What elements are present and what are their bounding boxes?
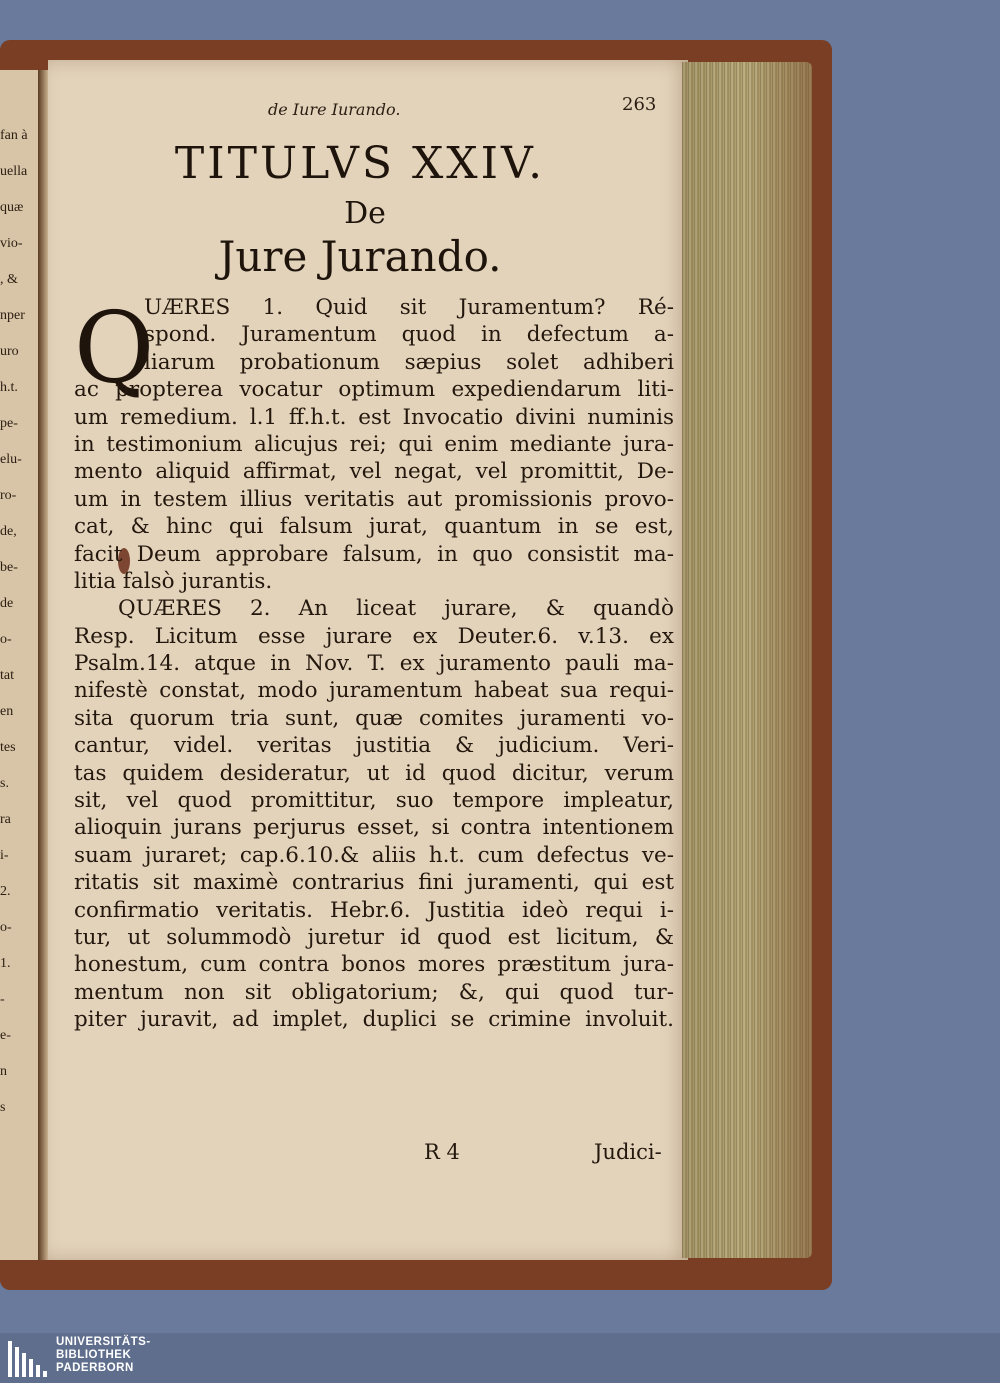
left-page-text: fan à — [0, 128, 28, 143]
text-line: ac propterea vocatur optimum expediendarum liti- — [74, 377, 674, 403]
body-text — [74, 294, 674, 1034]
left-page-text: elu- — [0, 452, 22, 467]
left-page-text: 2. — [0, 884, 11, 899]
left-page-text: o- — [0, 920, 12, 935]
running-head: de Iure Iurando. — [268, 100, 401, 119]
signature-mark: R 4 — [424, 1140, 460, 1164]
left-page-text: tes — [0, 740, 16, 755]
left-page-text: nper — [0, 308, 25, 323]
text-line: litia falsò jurantis. — [74, 568, 273, 594]
left-page-text: ro- — [0, 488, 17, 503]
left-page-text: o- — [0, 632, 12, 647]
text-line: Resp. Licitum esse jurare ex Deuter.6. v.13. ex — [74, 623, 674, 649]
library-name — [56, 1336, 151, 1375]
left-page-text: en — [0, 704, 14, 719]
library-name-line3: PADERBORN — [56, 1362, 134, 1374]
left-page-text: e- — [0, 1028, 11, 1043]
left-page-text: uella — [0, 164, 28, 179]
text-line: um in testem illius veritatis aut promissionis provo- — [74, 486, 674, 512]
left-page-text: ra — [0, 812, 11, 827]
book-gutter — [38, 70, 48, 1260]
text-line: mento aliquid affirmat, vel negat, vel promittit, De- — [74, 459, 674, 485]
text-line: sit, vel quod promittitur, suo tempore impleatur, — [74, 788, 674, 814]
subtitle-main: Jure Jurando. — [218, 232, 502, 281]
left-page-text: vio- — [0, 236, 23, 251]
text-line: UÆRES 1. Quid sit Juramentum? Ré- — [144, 295, 674, 320]
left-page-text: 1. — [0, 956, 11, 971]
text-line: liarum probationum sæpius solet adhiberi — [144, 349, 674, 375]
library-name-line2: BIBLIOTHEK — [56, 1349, 132, 1361]
text-line: suam juraret; cap.6.10.& aliis h.t. cum defectus ve- — [74, 842, 674, 868]
text-line: Psalm.14. atque in Nov. T. ex juramento pauli ma- — [74, 651, 674, 677]
text-line: honestum, cum contra bonos mores præstitum jura- — [74, 952, 674, 978]
text-line: um remedium. l.1 ff.h.t. est Invocatio divini numinis — [74, 404, 674, 430]
left-page-text: quæ — [0, 200, 24, 215]
left-page-text: i- — [0, 848, 9, 863]
left-page-text: uro — [0, 344, 19, 359]
text-line: cantur, videl. veritas justitia & judicium. Veri- — [74, 733, 674, 759]
page-number: 263 — [622, 94, 657, 115]
left-page-text: n — [0, 1064, 7, 1079]
left-page-text: s — [0, 1100, 6, 1115]
drop-cap: Q — [74, 292, 155, 406]
text-line: facit Deum approbare falsum, in quo consistit ma- — [74, 541, 674, 567]
library-logo-icon — [8, 1341, 48, 1377]
subtitle-de: De — [344, 196, 386, 231]
text-line: nifestè constat, modo juramentum habeat sua requi- — [74, 678, 674, 704]
left-page-text: de, — [0, 524, 17, 539]
text-line: ritatis sit maximè contrarius fini juramenti, qui est — [74, 870, 674, 896]
text-line: tas quidem desideratur, ut id quod dicitur, verum — [74, 760, 674, 786]
library-name-line1: UNIVERSITÄTS- — [56, 1336, 151, 1348]
left-page-text: - — [0, 992, 5, 1007]
text-line: spond. Juramentum quod in defectum a- — [144, 322, 674, 348]
text-line: mentum non sit obligatorium; &, qui quod tur- — [74, 979, 674, 1005]
text-line: cat, & hinc qui falsum jurat, quantum in se est, — [74, 514, 674, 540]
text-line: sita quorum tria sunt, quæ comites juramenti vo- — [74, 705, 674, 731]
left-page-text: pe- — [0, 416, 18, 431]
left-page-text: h.t. — [0, 380, 18, 395]
left-page-text: be- — [0, 560, 18, 575]
left-page-fragment — [0, 70, 40, 1260]
text-line: piter juravit, ad implet, duplici se crimine involuit. — [74, 1007, 674, 1033]
left-page-text: de — [0, 596, 14, 611]
left-page-text: tat — [0, 668, 14, 683]
chapter-title: TITULVS XXIV. — [174, 138, 546, 189]
catchword: Judici- — [594, 1140, 662, 1164]
text-line: confirmatio veritatis. Hebr.6. Justitia ideò requi i- — [74, 897, 674, 923]
left-page-text: , & — [0, 272, 18, 287]
text-line: in testimonium alicujus rei; qui enim mediante jura- — [74, 431, 674, 457]
text-line: QUÆRES 2. An liceat jurare, & quandò — [118, 596, 674, 622]
text-line: alioquin jurans perjurus esset, si contra intentionem — [74, 815, 674, 841]
left-page-text: s. — [0, 776, 9, 791]
text-line: tur, ut solummodò juretur id quod est licitum, & — [74, 924, 674, 950]
